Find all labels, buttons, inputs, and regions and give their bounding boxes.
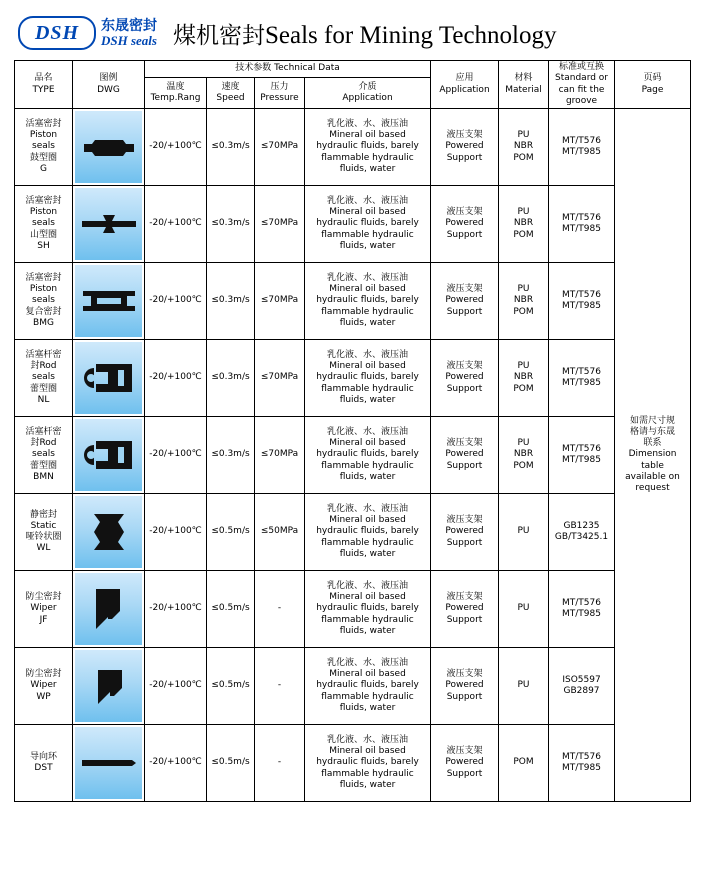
cell-pressure: ≤70MPa [255, 340, 305, 417]
cell-pressure: ≤70MPa [255, 263, 305, 340]
cell-media [305, 417, 431, 494]
header-type [15, 61, 73, 109]
header-temp-en: Temp.Rang [150, 93, 201, 104]
cell-type [15, 340, 73, 417]
header-page-cn: 页码 [643, 73, 662, 84]
table-row [15, 417, 691, 494]
media-line: 乳化液、水、液压油 [327, 734, 409, 745]
standard-line: MT/T985 [562, 378, 601, 388]
cell-standard [549, 263, 615, 340]
cell-type [15, 417, 73, 494]
cell-media [305, 340, 431, 417]
material-line: PU [517, 207, 530, 218]
material-line: PU [517, 130, 530, 141]
header-application-en: Application [439, 84, 490, 95]
application-line: Support [446, 152, 483, 163]
page-note-line: 联系 [643, 438, 662, 449]
cell-type [15, 494, 73, 571]
cell-temperature: -20/+100℃ [145, 263, 207, 340]
page-title-cn: 煤机密封 [173, 22, 265, 49]
cell-type [15, 109, 73, 186]
header-material-cn: 材料 [514, 73, 533, 84]
type-line: 封Rod [30, 361, 57, 372]
header-pressure [255, 78, 305, 109]
application-line: 液压支架 [446, 284, 483, 295]
cell-media [305, 648, 431, 725]
page-title [173, 17, 557, 50]
cell-material [499, 186, 549, 263]
cell-material [499, 725, 549, 802]
media-line: 乳化液、水、液压油 [327, 118, 409, 129]
application-line: Support [446, 229, 483, 240]
wiper-wp-drawing [75, 650, 142, 722]
application-line: 液压支架 [446, 130, 483, 141]
cell-application [431, 186, 499, 263]
type-line: G [40, 163, 47, 174]
media-line: 乳化液、水、液压油 [327, 580, 409, 591]
material-line: PU [517, 603, 530, 614]
header-type-cn: 品名 [34, 73, 53, 84]
media-line: fluids, water [339, 625, 396, 636]
media-line: Mineral oil based [329, 746, 406, 757]
cell-speed: ≤0.3m/s [207, 263, 255, 340]
application-line: 液压支架 [446, 592, 483, 603]
application-line: 液压支架 [446, 361, 483, 372]
header-material [499, 61, 549, 109]
standard-line: MT/T985 [562, 609, 601, 619]
type-line: 活塞密封 [25, 118, 62, 129]
cell-application [431, 417, 499, 494]
material-line: POM [513, 229, 534, 240]
cell-pressure: - [255, 725, 305, 802]
standard-line: MT/T985 [562, 147, 601, 157]
application-line: Powered [445, 372, 484, 383]
header-speed [207, 78, 255, 109]
type-line: Static [30, 520, 57, 531]
material-line: NBR [513, 218, 534, 229]
header-standard-cn: 标准或互换 [559, 62, 605, 72]
media-line: fluids, water [339, 240, 396, 251]
media-line: hydraulic fluids, barely [316, 757, 419, 768]
header-pressure-en: Pressure [260, 93, 299, 104]
table-row [15, 725, 691, 802]
media-line: fluids, water [339, 548, 396, 559]
media-line: 乳化液、水、液压油 [327, 426, 409, 437]
cell-material [499, 109, 549, 186]
media-line: Mineral oil based [329, 669, 406, 680]
cell-media [305, 725, 431, 802]
cell-application [431, 340, 499, 417]
material-line: NBR [513, 295, 534, 306]
material-line: POM [513, 757, 534, 768]
standard-line: MT/T576 [562, 212, 601, 223]
header-material-en: Material [505, 84, 542, 95]
cell-standard [549, 648, 615, 725]
cell-application [431, 725, 499, 802]
standard-line: ISO5597 [562, 674, 601, 685]
cell-temperature: -20/+100℃ [145, 494, 207, 571]
standard-line: MT/T985 [562, 224, 601, 234]
type-line: 导向环 [29, 751, 57, 762]
cell-media [305, 109, 431, 186]
material-line: POM [513, 306, 534, 317]
type-line: 防尘密封 [25, 669, 62, 680]
header-tech-en: Technical Data [274, 63, 340, 74]
application-line: Powered [445, 141, 484, 152]
page-header [14, 10, 690, 56]
rod-seal-bmn-drawing [75, 419, 142, 491]
media-line: flammable hydraulic [321, 306, 414, 317]
material-line: NBR [513, 449, 534, 460]
page-note-line: request [635, 483, 670, 494]
media-line: Mineral oil based [329, 284, 406, 295]
header-standard [549, 61, 615, 109]
cell-pressure: ≤70MPa [255, 186, 305, 263]
cell-pressure: ≤50MPa [255, 494, 305, 571]
standard-line: MT/T985 [562, 301, 601, 311]
cell-pressure: - [255, 648, 305, 725]
media-line: hydraulic fluids, barely [316, 680, 419, 691]
material-line: NBR [513, 372, 534, 383]
header-media-en: Application [342, 93, 393, 104]
header-type-en: TYPE [32, 84, 55, 95]
standard-line: MT/T576 [562, 135, 601, 146]
cell-application [431, 494, 499, 571]
type-line: 蕾型圈 [29, 383, 57, 394]
header-page [615, 61, 691, 109]
media-line: fluids, water [339, 471, 396, 482]
header-dwg [73, 61, 145, 109]
media-line: flammable hydraulic [321, 152, 414, 163]
application-line: Powered [445, 218, 484, 229]
application-line: Powered [445, 680, 484, 691]
standard-line: MT/T576 [562, 751, 601, 762]
media-line: flammable hydraulic [321, 691, 414, 702]
media-line: hydraulic fluids, barely [316, 218, 419, 229]
cell-speed: ≤0.5m/s [207, 725, 255, 802]
cell-pressure: ≤70MPa [255, 417, 305, 494]
cell-pressure: - [255, 571, 305, 648]
table-row [15, 109, 691, 186]
media-line: fluids, water [339, 779, 396, 790]
application-line: Support [446, 306, 483, 317]
type-line: JF [39, 614, 48, 625]
cell-type [15, 571, 73, 648]
media-line: Mineral oil based [329, 207, 406, 218]
cell-standard [549, 340, 615, 417]
type-line: Piston [29, 284, 58, 295]
media-line: hydraulic fluids, barely [316, 449, 419, 460]
standard-line: GB/T3425.1 [554, 532, 609, 542]
cell-standard [549, 571, 615, 648]
table-row [15, 186, 691, 263]
media-line: flammable hydraulic [321, 460, 414, 471]
type-line: Wiper [30, 680, 57, 691]
cell-drawing [73, 417, 145, 494]
media-line: fluids, water [339, 394, 396, 405]
company-logo [18, 16, 157, 50]
cell-application [431, 263, 499, 340]
cell-media [305, 263, 431, 340]
header-temperature [145, 78, 207, 109]
application-line: Powered [445, 757, 484, 768]
application-line: 液压支架 [446, 515, 483, 526]
material-line: POM [513, 152, 534, 163]
piston-seal-bmg-drawing [75, 265, 142, 337]
standard-line: MT/T985 [562, 455, 601, 465]
standard-line: MT/T576 [562, 443, 601, 454]
header-media-cn: 介质 [358, 81, 377, 92]
application-line: Support [446, 614, 483, 625]
cell-media [305, 494, 431, 571]
cell-material [499, 571, 549, 648]
media-line: hydraulic fluids, barely [316, 141, 419, 152]
media-line: flammable hydraulic [321, 537, 414, 548]
page-note-line: Dimension [628, 449, 677, 460]
media-line: 乳化液、水、液压油 [327, 272, 409, 283]
logo-text-block [101, 19, 157, 47]
cell-speed: ≤0.5m/s [207, 494, 255, 571]
header-page-en: Page [641, 84, 664, 95]
material-line: PU [517, 526, 530, 537]
cell-drawing [73, 340, 145, 417]
cell-temperature: -20/+100℃ [145, 340, 207, 417]
seal-spec-table [14, 60, 691, 802]
media-line: Mineral oil based [329, 592, 406, 603]
type-line: 鼓型圈 [29, 152, 57, 163]
type-line: 活塞密封 [25, 272, 62, 283]
type-line: NL [37, 394, 50, 405]
type-line: SH [37, 240, 50, 251]
cell-material [499, 263, 549, 340]
type-line: Piston [29, 207, 58, 218]
cell-standard [549, 186, 615, 263]
type-line: 复合密封 [25, 306, 62, 317]
cell-media [305, 571, 431, 648]
standard-line: MT/T576 [562, 366, 601, 377]
type-line: 活塞密封 [25, 195, 62, 206]
application-line: Powered [445, 526, 484, 537]
type-line: BMG [33, 317, 54, 328]
type-line: Wiper [30, 603, 57, 614]
cell-speed: ≤0.3m/s [207, 109, 255, 186]
media-line: 乳化液、水、液压油 [327, 195, 409, 206]
cell-drawing [73, 263, 145, 340]
media-line: fluids, water [339, 702, 396, 713]
media-line: hydraulic fluids, barely [316, 603, 419, 614]
page-note-line: 格请与东晟 [630, 426, 676, 437]
standard-line: MT/T576 [562, 597, 601, 608]
media-line: hydraulic fluids, barely [316, 526, 419, 537]
cell-standard [549, 494, 615, 571]
cell-standard [549, 109, 615, 186]
type-line: seals [32, 449, 55, 460]
cell-pressure: ≤70MPa [255, 109, 305, 186]
header-pressure-cn: 压力 [270, 81, 289, 92]
media-line: 乳化液、水、液压油 [327, 349, 409, 360]
table-row [15, 340, 691, 417]
logo-company-name-en: DSH seals [101, 32, 157, 48]
page-note-line: 如需尺寸规 [630, 415, 676, 426]
application-line: 液压支架 [446, 438, 483, 449]
application-line: 液压支架 [446, 207, 483, 218]
page-title-en: Seals for Mining Technology [265, 21, 557, 49]
type-line: 活塞杆密 [25, 426, 62, 437]
media-line: 乳化液、水、液压油 [327, 503, 409, 514]
cell-drawing [73, 648, 145, 725]
cell-material [499, 648, 549, 725]
material-line: PU [517, 284, 530, 295]
media-line: Mineral oil based [329, 438, 406, 449]
media-line: fluids, water [339, 317, 396, 328]
table-row [15, 494, 691, 571]
material-line: PU [517, 361, 530, 372]
media-line: flammable hydraulic [321, 383, 414, 394]
header-technical-data [145, 61, 431, 78]
cell-material [499, 417, 549, 494]
application-line: 液压支架 [446, 669, 483, 680]
cell-temperature: -20/+100℃ [145, 648, 207, 725]
cell-temperature: -20/+100℃ [145, 109, 207, 186]
type-line: 山型圈 [29, 229, 57, 240]
media-line: fluids, water [339, 163, 396, 174]
table-row [15, 571, 691, 648]
header-dwg-en: DWG [97, 84, 120, 95]
page-note-line: table [641, 460, 664, 471]
cell-material [499, 494, 549, 571]
standard-line: MT/T576 [562, 289, 601, 300]
logo-company-name-cn: 东晟密封 [101, 17, 157, 34]
application-line: Powered [445, 449, 484, 460]
application-line: Support [446, 460, 483, 471]
cell-type [15, 648, 73, 725]
type-line: 静密封 [29, 509, 57, 520]
header-dwg-cn: 图例 [99, 73, 118, 84]
media-line: flammable hydraulic [321, 614, 414, 625]
media-line: flammable hydraulic [321, 768, 414, 779]
cell-application [431, 109, 499, 186]
cell-speed: ≤0.5m/s [207, 571, 255, 648]
cell-page-note [615, 109, 691, 802]
page-note-line: available on [625, 471, 680, 482]
piston-seal-g-drawing [75, 111, 142, 183]
static-seal-wl-drawing [75, 496, 142, 568]
header-application-cn: 应用 [455, 73, 474, 84]
media-line: Mineral oil based [329, 361, 406, 372]
cell-type [15, 263, 73, 340]
material-line: PU [517, 680, 530, 691]
cell-speed: ≤0.3m/s [207, 186, 255, 263]
material-line: POM [513, 383, 534, 394]
cell-speed: ≤0.3m/s [207, 417, 255, 494]
type-line: WL [36, 543, 51, 554]
cell-temperature: -20/+100℃ [145, 186, 207, 263]
guide-ring-dst-drawing [75, 727, 142, 799]
table-row [15, 263, 691, 340]
header-tech-cn: 技术参数 [235, 63, 272, 74]
media-line: 乳化液、水、液压油 [327, 657, 409, 668]
header-temp-cn: 温度 [166, 81, 185, 92]
cell-temperature: -20/+100℃ [145, 571, 207, 648]
standard-line: MT/T985 [562, 763, 601, 773]
logo-badge: DSH [18, 16, 96, 50]
application-line: Support [446, 537, 483, 548]
cell-drawing [73, 571, 145, 648]
application-line: Support [446, 691, 483, 702]
media-line: flammable hydraulic [321, 229, 414, 240]
cell-application [431, 648, 499, 725]
type-line: 哑铃状圈 [25, 532, 62, 542]
type-line: 蕾型圈 [29, 460, 57, 471]
material-line: PU [517, 438, 530, 449]
standard-line: GB2897 [563, 686, 600, 696]
type-line: seals [32, 295, 55, 306]
cell-temperature: -20/+100℃ [145, 417, 207, 494]
piston-seal-sh-drawing [75, 188, 142, 260]
type-line: seals [32, 218, 55, 229]
type-line: seals [32, 141, 55, 152]
cell-temperature: -20/+100℃ [145, 725, 207, 802]
table-row [15, 648, 691, 725]
type-line: 封Rod [30, 438, 57, 449]
header-speed-cn: 速度 [221, 81, 240, 92]
wiper-jf-drawing [75, 573, 142, 645]
header-application [431, 61, 499, 109]
rod-seal-nl-drawing [75, 342, 142, 414]
header-media [305, 78, 431, 109]
cell-standard [549, 417, 615, 494]
media-line: hydraulic fluids, barely [316, 295, 419, 306]
cell-material [499, 340, 549, 417]
application-line: Powered [445, 295, 484, 306]
cell-drawing [73, 109, 145, 186]
application-line: 液压支架 [446, 746, 483, 757]
cell-type [15, 725, 73, 802]
type-line: 防尘密封 [25, 592, 62, 603]
type-line: seals [32, 372, 55, 383]
media-line: Mineral oil based [329, 130, 406, 141]
cell-standard [549, 725, 615, 802]
cell-application [431, 571, 499, 648]
table-header-row-1 [15, 61, 691, 78]
media-line: hydraulic fluids, barely [316, 372, 419, 383]
application-line: Powered [445, 603, 484, 614]
cell-drawing [73, 494, 145, 571]
cell-media [305, 186, 431, 263]
type-line: Piston [29, 130, 58, 141]
cell-speed: ≤0.3m/s [207, 340, 255, 417]
type-line: DST [34, 763, 53, 773]
cell-drawing [73, 186, 145, 263]
standard-line: GB1235 [563, 520, 600, 531]
application-line: Support [446, 383, 483, 394]
type-line: 活塞杆密 [25, 349, 62, 360]
type-line: BMN [33, 471, 54, 482]
material-line: POM [513, 460, 534, 471]
cell-drawing [73, 725, 145, 802]
application-line: Support [446, 768, 483, 779]
header-speed-en: Speed [216, 93, 245, 104]
cell-type [15, 186, 73, 263]
media-line: Mineral oil based [329, 515, 406, 526]
material-line: NBR [513, 141, 534, 152]
header-standard-en: Standard or can fit the groove [555, 73, 609, 106]
cell-speed: ≤0.5m/s [207, 648, 255, 725]
type-line: WP [36, 691, 51, 702]
